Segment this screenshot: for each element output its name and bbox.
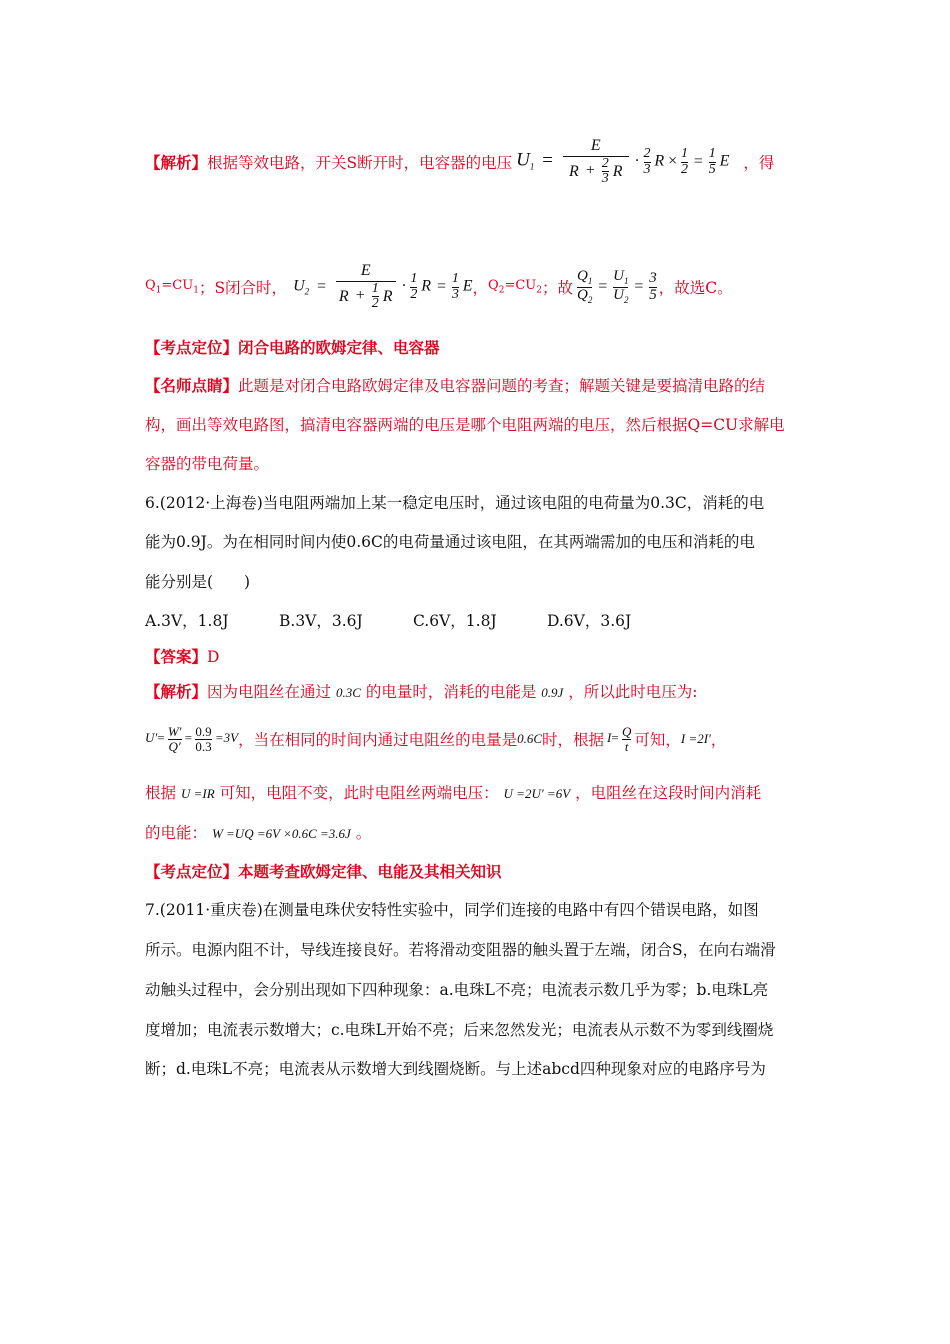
- current-formula: I= $\frac{Q}{t}$: [607, 723, 632, 754]
- u1-main-fraction: E R + $\frac{2}{3}$ R: [563, 137, 629, 187]
- option-b: B.3V，3.6J: [279, 612, 363, 630]
- question-7-line-1: 7.(2011·重庆卷)在测量电珠伏安特性实验中，同学们连接的电路中有四个错误电路，如图: [145, 901, 759, 919]
- answer-value: D: [207, 648, 220, 666]
- u1-formula: $U_1$ = E R + $\frac{2}{3}$ R · $\frac{2}{3}$ R × $\frac{1}{2}$ = $\frac{1}{5}$ E: [516, 137, 730, 187]
- question-7-line-3: 动触头过程中，会分别出现如下四种现象：a.电珠L不亮；电流表示数几乎为零；b.电珠L亮: [145, 981, 769, 999]
- answer-line: 【答案】D: [145, 647, 220, 666]
- key-point-1: 【考点定位】闭合电路的欧姆定律、电容器: [145, 338, 440, 357]
- key-point-2: 【考点定位】本题考查欧姆定律、电能及其相关知识: [145, 862, 502, 881]
- ratio-formula: $\frac{Q_1}{Q_2}$ = $\frac{U_1}{U_2}$ = $\frac{3}{5}$: [576, 268, 657, 305]
- option-c: C.6V，1.8J: [413, 612, 497, 630]
- q1-expression: $Q_1=CU_1$: [145, 278, 199, 296]
- u2-main-fraction: E R + $\frac{1}{2}$ R: [336, 262, 396, 312]
- question-6-options: [145, 609, 631, 631]
- analysis-2-line: $Q_1=CU_1$ ；S闭合时， $U_2$ = E R + $\frac{1}{2}$ R · $\frac{1}{2}$ R = $\frac{1}{3}$ E ， $Q_2=CU_2$ ；故 $\frac{Q_1}{Q_2}$ = $\frac{U_1}{U_2}$ = $\frac{3}{5}$ ，故选C。: [145, 262, 733, 312]
- analysis-3-line-3: 根据 U =IR 可知，电阻不变，此时电阻丝两端电压： U =2U′ =6V ，电阻丝在这段时间内消耗: [145, 784, 762, 802]
- analysis-text: 根据等效电路，开关S断开时，电容器的电压: [207, 154, 513, 172]
- question-6-line-2: 能为0.9J。为在相同时间内使0.6C的电荷量通过该电阻，在其两端需加的电压和消耗的电: [145, 533, 755, 551]
- question-7-line-5: 断；d.电珠L不亮；电流表从示数增大到线圈烧断。与上述abcd四种现象对应的电路序号为: [145, 1060, 766, 1078]
- option-d: D.6V，3.6J: [547, 612, 632, 630]
- teacher-note-line-1: 【名师点睛】此题是对闭合电路欧姆定律及电容器问题的考查；解题关键是要搞清电路的结: [145, 376, 766, 395]
- question-7-line-2: 所示。电源内阻不计，导线连接良好。若将滑动变阻器的触头置于左端，闭合S，在向右端滑: [145, 941, 776, 959]
- analysis-1-line: 【解析】 根据等效电路，开关S断开时，电容器的电压 $U_1$ = E R + $\frac{2}{3}$ R · $\frac{2}{3}$ R × $\frac{1}{2}$ = $\frac{1}{5}$ E ，得: [145, 137, 775, 187]
- question-6-line-1: 6.(2012·上海卷)当电阻两端加上某一稳定电压时，通过该电阻的电荷量为0.3C，消耗的电: [145, 494, 765, 512]
- analysis-bracket: 【解析】: [145, 153, 208, 172]
- question-6-line-3: 能分别是( ): [145, 573, 251, 591]
- u2-formula: $U_2$ = E R + $\frac{1}{2}$ R · $\frac{1}{2}$ R = $\frac{1}{3}$ E: [293, 262, 473, 312]
- teacher-note-line-2: 构，画出等效电路图，搞清电容器两端的电压是哪个电阻两端的电压，然后根据Q=CU求解电: [145, 416, 785, 434]
- q2-expression: $Q_2=CU_2$: [488, 278, 542, 296]
- voltage-formula: U′= $\frac{W'}{Q'}$ = $\frac{0.9}{0.3}$ =3V: [145, 723, 239, 754]
- analysis-3-line-1: 【解析】因为电阻丝在通过 0.3C 的电量时，消耗的电能是 0.9J ，所以此时电压为:: [145, 682, 698, 701]
- question-7-line-4: 度增加；电流表示数增大；c.电珠L开始不亮；后来忽然发光；电流表从示数不为零到线圈烧: [145, 1021, 774, 1039]
- analysis-3-line-4: 的电能： W =UQ =6V ×0.6C =3.6J 。: [145, 824, 372, 842]
- analysis-3-line-2: U′= $\frac{W'}{Q'}$ = $\frac{0.9}{0.3}$ =3V ，当在相同的时间内通过电阻丝的电量是 0.6C 时，根据 I= $\frac{Q}{t}$ 可知， I =2I′ ，: [145, 723, 727, 754]
- option-a: A.3V，1.8J: [145, 612, 229, 630]
- teacher-note-line-3: 容器的带电荷量。: [145, 455, 270, 473]
